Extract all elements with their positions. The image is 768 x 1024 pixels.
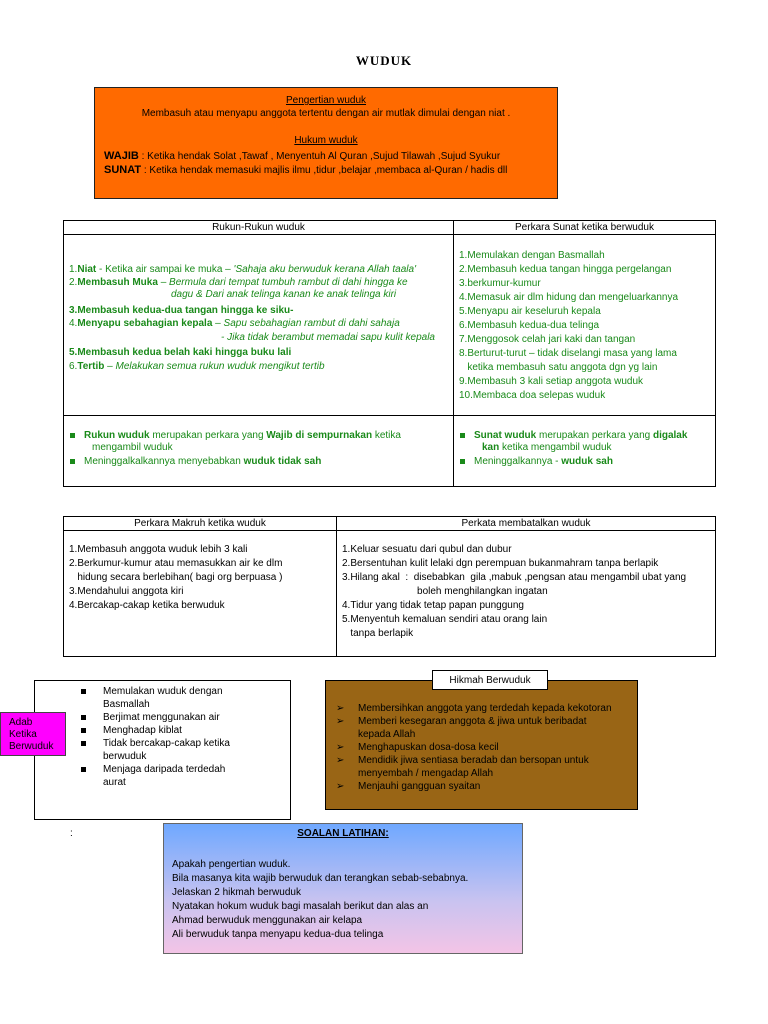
sunat-item: ketika membasuh satu anggota dgn yg lain bbox=[459, 362, 658, 373]
sunat-note-1-cont: kan ketika mengambil wuduk bbox=[482, 442, 612, 453]
definition-text: Membasuh atau menyapu anggota tertentu dengan air mutlak dimulai dengan niat . bbox=[141, 108, 511, 119]
makruh-item: 2.Berkumur-kumur atau memasukkan air ke dlm bbox=[69, 558, 283, 569]
bullet-icon bbox=[81, 728, 86, 733]
sunat-item: 9.Membasuh 3 kali setiap anggota wuduk bbox=[459, 376, 644, 387]
soalan-item: Ahmad berwuduk menggunakan air kelapa bbox=[172, 915, 363, 926]
sunat-item: 5.Menyapu air keseluruh kepala bbox=[459, 306, 601, 317]
adab-item: Memulakan wuduk dengan bbox=[103, 686, 223, 698]
adab-item: Berjimat menggunakan air bbox=[103, 712, 220, 724]
sunat-item: 3.berkumur-kumur bbox=[459, 278, 541, 289]
sunat-item: 10.Membaca doa selepas wuduk bbox=[459, 390, 606, 401]
sunat-text: : Ketika hendak memasuki majlis ilmu ,tidur ,belajar ,membaca al-Quran / hadis dll bbox=[143, 165, 508, 176]
rukun-sunat-table bbox=[63, 220, 716, 487]
sunat-header: Perkara Sunat ketika berwuduk bbox=[454, 221, 716, 235]
makruh-item: 4.Bercakap-cakap ketika berwuduk bbox=[69, 600, 225, 611]
soalan-item: Nyatakan hokum wuduk bagi masalah berikut dan alas an bbox=[172, 901, 429, 912]
hukum-heading: Hukum wuduk bbox=[294, 135, 358, 146]
adab-label: Adab Ketika Berwuduk bbox=[0, 712, 66, 756]
colon-mark: : bbox=[70, 828, 73, 839]
wajib-row bbox=[104, 150, 500, 162]
batal-item: 2.Bersentuhan kulit lelaki dgn perempuan bukanmahram tanpa berlapik bbox=[342, 558, 659, 569]
hikmah-header: Hikmah Berwuduk bbox=[432, 670, 548, 690]
rukun-header: Rukun-Rukun wuduk bbox=[64, 221, 454, 235]
adab-item: aurat bbox=[103, 777, 126, 788]
hikmah-item: Membersihkan anggota yang terdedah kepada kekotoran ➢ bbox=[336, 703, 612, 714]
soalan-item: Jelaskan 2 hikmah berwuduk bbox=[172, 887, 301, 898]
adab-box bbox=[34, 680, 291, 820]
arrow-bullet-icon: ➢ bbox=[336, 781, 345, 792]
soalan-heading: SOALAN LATIHAN: bbox=[297, 828, 389, 839]
wajib-text: : Ketika hendak Solat ,Tawaf , Menyentuh Al Quran ,Sujud Tilawah ,Sujud Syukur bbox=[141, 151, 501, 162]
rukun-item-3: 3.Membasuh kedua-dua tangan hingga ke siku- bbox=[69, 305, 294, 316]
adab-item: Menjaga daripada terdedah bbox=[103, 764, 225, 776]
definition-box bbox=[94, 87, 558, 199]
batal-item: tanpa berlapik bbox=[342, 628, 414, 639]
arrow-bullet-icon: ➢ bbox=[336, 703, 345, 714]
hikmah-box bbox=[325, 680, 638, 810]
rukun-note-1: Rukun wuduk merupakan perkara yang Wajib di sempurnakan ketika bbox=[70, 430, 401, 442]
makruh-cell bbox=[64, 531, 337, 657]
sunat-item: 8.Berturut-turut – tidak diselangi masa yang lama bbox=[459, 348, 677, 359]
batal-item: boleh menghilangkan ingatan bbox=[342, 586, 548, 597]
adab-item: Basmallah bbox=[103, 699, 150, 710]
rukun-item-4: 4.Menyapu sebahagian kepala – Sapu sebahagian rambut di dahi sahaja bbox=[69, 318, 400, 329]
rukun-item-2: 2.Membasuh Muka – Bermula dari tempat tumbuh rambut di dahi hingga ke bbox=[69, 277, 408, 288]
batal-item: 3.Hilang akal : disebabkan gila ,mabuk ,pengsan atau mengambil ubat yang bbox=[342, 572, 687, 583]
sunat-item: 7.Menggosok celah jari kaki dan tangan bbox=[459, 334, 636, 345]
rukun-note-1-cont: mengambil wuduk bbox=[92, 442, 173, 453]
sunat-cell bbox=[454, 235, 716, 416]
makruh-item: hidung secara berlebihan( bagi org berpuasa ) bbox=[69, 572, 283, 583]
sunat-note-1: Sunat wuduk merupakan perkara yang digalak bbox=[460, 430, 687, 442]
arrow-bullet-icon: ➢ bbox=[336, 755, 345, 766]
hikmah-item: kepada Allah bbox=[358, 729, 416, 740]
makruh-item: 1.Membasuh anggota wuduk lebih 3 kali bbox=[69, 544, 248, 555]
hikmah-item: Memberi kesegaran anggota & jiwa untuk beribadat ➢ bbox=[336, 716, 587, 727]
makruh-header: Perkara Makruh ketika wuduk bbox=[64, 517, 337, 531]
sunat-note-2: Meninggalkannya - wuduk sah bbox=[460, 456, 613, 468]
soalan-item: Ali berwuduk tanpa menyapu kedua-dua telinga bbox=[172, 929, 384, 940]
soalan-box bbox=[163, 823, 523, 954]
sunat-item: 2.Membasuh kedua tangan hingga pergelangan bbox=[459, 264, 672, 275]
rukun-note-2: Meninggalkalkannya menyebabkan wuduk tidak sah bbox=[70, 456, 321, 468]
batal-header: Perkata membatalkan wuduk bbox=[337, 517, 716, 531]
hikmah-item: Menghapuskan dosa-dosa kecil ➢ bbox=[336, 742, 499, 753]
sunat-item: 4.Memasuk air dlm hidung dan mengeluarkannya bbox=[459, 292, 679, 303]
batal-cell bbox=[337, 531, 716, 657]
definition-heading: Pengertian wuduk bbox=[285, 95, 367, 106]
hikmah-item: Mendidik jiwa sentiasa beradab dan bersopan untuk ➢ bbox=[336, 755, 589, 766]
bullet-icon bbox=[81, 741, 86, 746]
bullet-icon bbox=[81, 767, 86, 772]
rukun-note-cell bbox=[64, 416, 454, 487]
adab-item: berwuduk bbox=[103, 751, 147, 762]
adab-item: Menghadap kiblat bbox=[103, 725, 182, 737]
soalan-item: Apakah pengertian wuduk. bbox=[172, 859, 291, 870]
sunat-row bbox=[104, 164, 507, 176]
hikmah-item: Menjauhi gangguan syaitan ➢ bbox=[336, 781, 481, 792]
adab-item: Tidak bercakap-cakap ketika bbox=[103, 738, 230, 750]
bullet-icon bbox=[81, 715, 86, 720]
batal-item: 1.Keluar sesuatu dari qubul dan dubur bbox=[342, 544, 512, 555]
soalan-item: Bila masanya kita wajib berwuduk dan terangkan sebab-sebabnya. bbox=[172, 873, 469, 884]
arrow-bullet-icon: ➢ bbox=[336, 716, 345, 727]
rukun-item-4-cont: - Jika tidak berambut memadai sapu kulit kepala bbox=[221, 332, 435, 343]
wajib-label: WAJIB bbox=[104, 150, 139, 162]
makruh-batal-table bbox=[63, 516, 716, 657]
rukun-item-6: 6.Tertib – Melakukan semua rukun wuduk mengikut tertib bbox=[69, 361, 325, 372]
hikmah-item: menyembah / mengadap Allah bbox=[358, 768, 494, 779]
arrow-bullet-icon: ➢ bbox=[336, 742, 345, 753]
rukun-item-2-cont: dagu & Dari anak telinga kanan ke anak telinga kiri bbox=[171, 289, 397, 300]
sunat-item: 6.Membasuh kedua-dua telinga bbox=[459, 320, 600, 331]
rukun-cell bbox=[64, 235, 454, 416]
rukun-item-1: 1.Niat - Ketika air sampai ke muka – 'Sahaja aku berwuduk kerana Allah taala' bbox=[69, 264, 416, 275]
sunat-item: 1.Memulakan dengan Basmallah bbox=[459, 250, 605, 261]
sunat-note-cell bbox=[454, 416, 716, 487]
sunat-label: SUNAT bbox=[104, 164, 142, 176]
bullet-icon bbox=[81, 689, 86, 694]
batal-item: 5.Menyentuh kemaluan sendiri atau orang lain bbox=[342, 614, 548, 625]
page-title: WUDUK bbox=[355, 53, 413, 68]
makruh-item: 3.Mendahului anggota kiri bbox=[69, 586, 184, 597]
rukun-item-5: 5.Membasuh kedua belah kaki hingga buku lali bbox=[69, 347, 292, 358]
batal-item: 4.Tidur yang tidak tetap papan punggung bbox=[342, 600, 524, 611]
